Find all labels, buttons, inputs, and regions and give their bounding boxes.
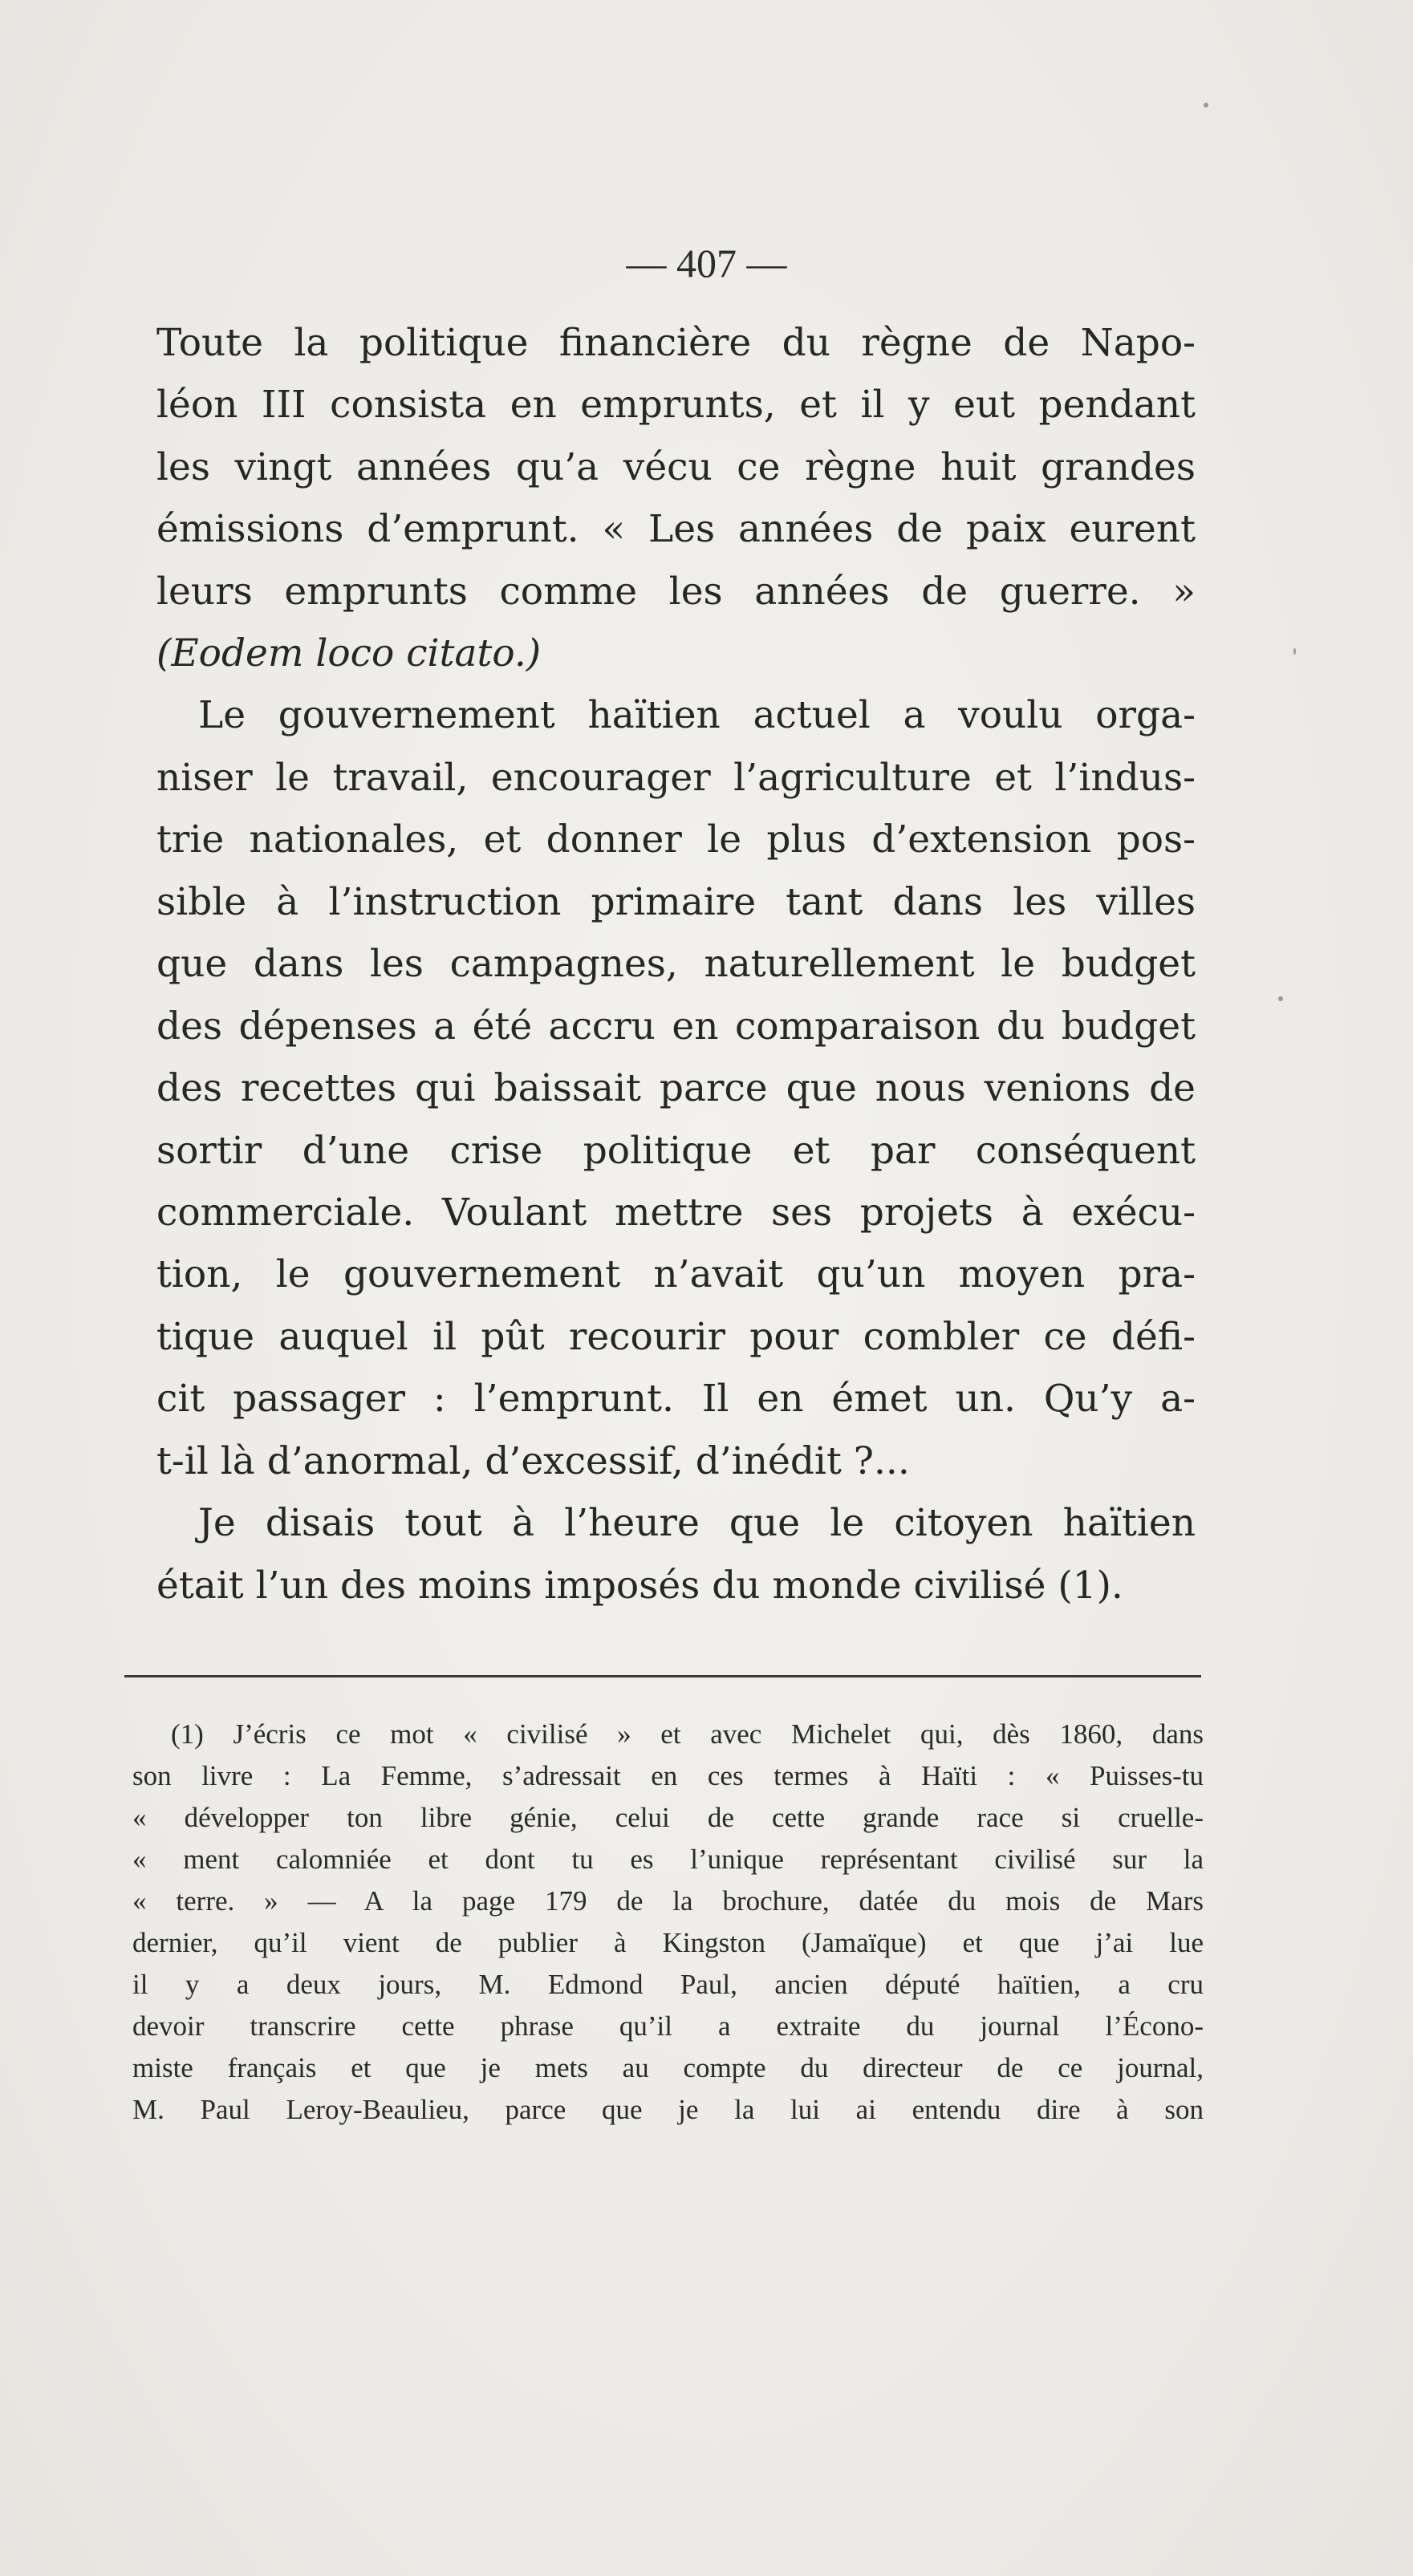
text-line: des recettes qui baissait parce que nous venions de	[156, 1066, 1196, 1110]
text-line: niser le travail, encourager l’agriculture et l’indus-	[156, 756, 1196, 800]
footnote-line: « terre. » — A la page 179 de la brochure, datée du mois de Mars	[132, 1885, 1204, 1917]
paper-speck	[1278, 996, 1283, 1001]
text-line: commerciale. Voulant mettre ses projets à exécu-	[156, 1191, 1196, 1235]
footnote-line: miste français et que je mets au compte du directeur de ce journal,	[132, 2052, 1204, 2083]
text-line: Je disais tout à l’heure que le citoyen haïtien	[198, 1501, 1196, 1545]
paper-speck	[1293, 648, 1296, 655]
footnote-line: il y a deux jours, M. Edmond Paul, ancien député haïtien, a cru	[132, 1969, 1204, 2000]
text-line: léon III consista en emprunts, et il y eut pendant	[156, 383, 1196, 427]
footnote-line: dernier, qu’il vient de publier à Kingston (Jamaïque) et que j’ai lue	[132, 1927, 1204, 1958]
footnote-rule	[124, 1675, 1201, 1677]
text-line: tion, le gouvernement n’avait qu’un moyen pra-	[156, 1252, 1196, 1296]
footnote-line: M. Paul Leroy-Beaulieu, parce que je la lui ai entendu dire à son	[132, 2094, 1204, 2125]
text-line: t-il là d’anormal, d’excessif, d’inédit ?...	[156, 1439, 910, 1483]
page-number: — 407 —	[626, 241, 787, 286]
text-line: des dépenses a été accru en comparaison du budget	[156, 1004, 1196, 1049]
footnote-line: (1) J’écris ce mot « civilisé » et avec Michelet qui, dès 1860, dans	[171, 1718, 1204, 1750]
text-line: tique auquel il pût recourir pour combler ce défi-	[156, 1315, 1196, 1359]
text-line: sible à l’instruction primaire tant dans les villes	[156, 880, 1196, 924]
text-line: les vingt années qu’a vécu ce règne huit grandes	[156, 445, 1196, 489]
footnote-line: devoir transcrire cette phrase qu’il a extraite du journal l’Écono-	[132, 2010, 1204, 2042]
paper-speck	[1204, 103, 1208, 108]
text-line: Le gouvernement haïtien actuel a voulu orga-	[198, 693, 1196, 737]
text-line: leurs emprunts comme les années de guerre. »	[156, 570, 1196, 614]
text-line: sortir d’une crise politique et par conséquent	[156, 1129, 1196, 1173]
footnote-line: « développer ton libre génie, celui de cette grande race si cruelle-	[132, 1802, 1204, 1833]
text-line: trie nationales, et donner le plus d’extension pos-	[156, 817, 1196, 862]
text-line: (Eodem loco citato.)	[156, 631, 542, 675]
footnote-line: son livre : La Femme, s’adressait en ces termes à Haïti : « Puisses-tu	[132, 1760, 1204, 1791]
text-line: était l’un des moins imposés du monde civilisé (1).	[156, 1564, 1123, 1608]
footnote-line: « ment calomniée et dont tu es l’unique représentant civilisé sur la	[132, 1844, 1204, 1875]
text-line: cit passager : l’emprunt. Il en émet un. Qu’y a-	[156, 1377, 1196, 1421]
text-line: Toute la politique financière du règne de Napo-	[156, 321, 1196, 365]
text-line: que dans les campagnes, naturellement le budget	[156, 942, 1196, 986]
text-line: émissions d’emprunt. « Les années de paix eurent	[156, 507, 1196, 551]
